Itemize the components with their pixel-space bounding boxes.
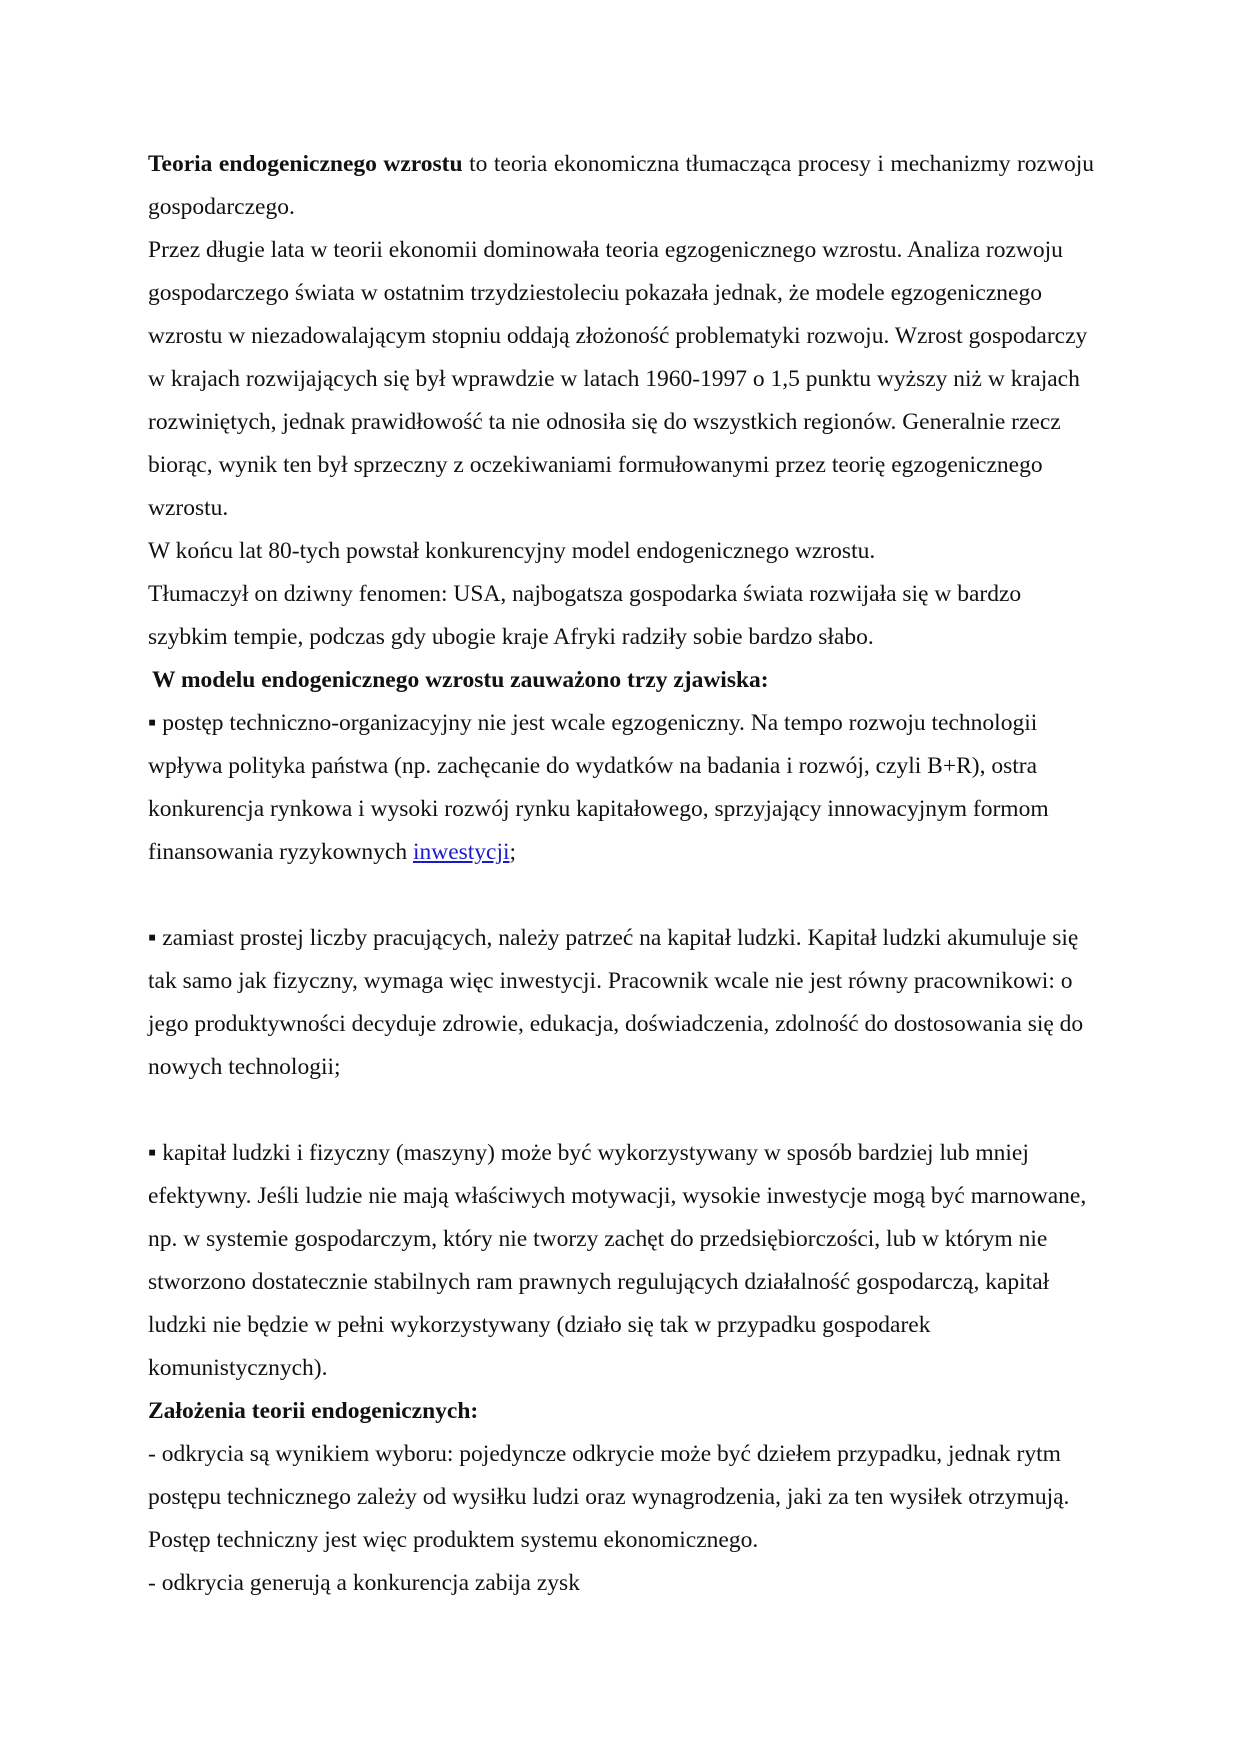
spacer <box>148 874 1094 917</box>
bullet-item-efficiency: ▪ kapitał ludzki i fizyczny (maszyny) może być wykorzystywany w sposób bardziej lub mniej efektywny. Jeśli ludzie nie mają właściwych motywacji, wysokie inwestycje mogą być marnowane, np. w systemie gospodarczym, który nie tworzy zachęt do przedsiębiorczości, lub w którym nie stworzono dostatecznie stabilnych ram prawnych regulujących działalność gospodarczą, kapitał ludzki nie będzie w pełni wykorzystywany (działo się tak w przypadku gospodarek komunistycznych). <box>148 1140 1087 1381</box>
bullet-item-human-capital: ▪ zamiast prostej liczby pracujących, należy patrzeć na kapitał ludzki. Kapitał ludzki akumuluje się tak samo jak fizyczny, wymaga więc inwestycji. Pracownik wcale nie jest równy pracownikowi: o jego produktywności decyduje zdrowie, edukacja, doświadczenia, zdolność do dostosowania się do nowych technologii; <box>148 925 1084 1080</box>
assumptions-heading: Założenia teorii endogenicznych: <box>148 1398 479 1424</box>
bullet-item-technology <box>148 702 1094 874</box>
assumption-item-competition: - odkrycia generują a konkurencja zabija zysk <box>148 1570 580 1596</box>
history-paragraph: Przez długie lata w teorii ekonomii dominowała teoria egzogenicznego wzrostu. Analiza rozwoju gospodarczego świata w ostatnim trzydziestoleciu pokazała jednak, że modele egzogenicznego wzrostu w niezadowalającym stopniu oddają złożoność problematyki rozwoju. Wzrost gospodarczy w krajach rozwijających się był wprawdzie w latach 1960-1997 o 1,5 punktu wyższy niż w krajach rozwiniętych, jednak prawidłowość ta nie odnosiła się do wszystkich regionów. Generalnie rzecz biorąc, wynik ten był sprzeczny z oczekiwaniami formułowanymi przez teorię egzogenicznego wzrostu. <box>148 237 1088 521</box>
intro-definition: to teoria ekonomiczna tłumacząca procesy i mechanizmy rozwoju gospodarczego. <box>148 151 1094 220</box>
intro-term: Teoria endogenicznego wzrostu <box>148 151 463 177</box>
intro-paragraph <box>148 143 1094 229</box>
document-page <box>148 143 1094 1605</box>
phenomena-heading: W modelu endogenicznego wzrostu zauważono trzy zjawiska: <box>152 667 769 693</box>
model-paragraph: W końcu lat 80-tych powstał konkurencyjny model endogenicznego wzrostu. <box>148 538 876 564</box>
assumption-item-discoveries: - odkrycia są wynikiem wyboru: pojedyncze odkrycie może być dziełem przypadku, jednak rytm postępu technicznego zależy od wysiłku ludzi oraz wynagrodzenia, jaki za ten wysiłek otrzymują. Postęp techniczny jest więc produktem systemu ekonomicznego. <box>148 1441 1070 1553</box>
phenomenon-paragraph: Tłumaczył on dziwny fenomen: USA, najbogatsza gospodarka świata rozwijała się w bardzo szybkim tempie, podczas gdy ubogie kraje Afryki radziły sobie bardzo słabo. <box>148 581 1022 650</box>
investments-link[interactable]: inwestycji <box>412 839 510 865</box>
bullet-item-technology-text: ▪ postęp techniczno-organizacyjny nie jest wcale egzogeniczny. Na tempo rozwoju technologii wpływa polityka państwa (np. zachęcanie do wydatków na badania i rozwój, czyli B+R), ostra konkurencja rynkowa i wysoki rozwój rynku kapitałowego, sprzyjający innowacyjnym formom finansowania ryzykownych <box>148 710 1049 865</box>
bullet-item-technology-end: ; <box>509 839 517 865</box>
spacer <box>148 1089 1094 1132</box>
